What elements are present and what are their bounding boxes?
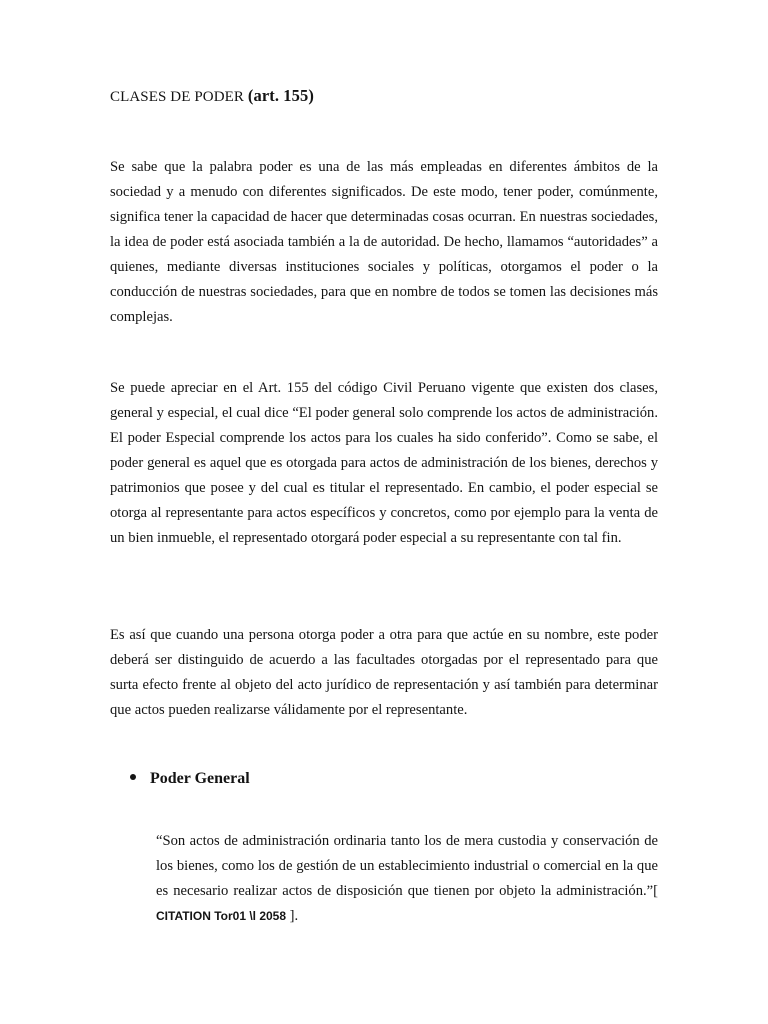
bullet-dot-icon	[130, 774, 136, 780]
quote-text: “Son actos de administración ordinaria tanto los de mera custodia y conservación de los bienes, como los de gestión de un establecimiento industrial o comercial en la que es necesario realizar actos de disposición que tienen por objeto la administración.”	[156, 833, 658, 899]
paragraph-power-definition: Se sabe que la palabra poder es una de las más empleadas en diferentes ámbitos de la sociedad y a menudo con diferentes significados. De este modo, tener poder, comúnmente, significa tener la capacidad de hacer que determinadas cosas ocurran. En nuestras sociedades, la idea de poder está asociada también a la de autoridad. De hecho, llamamos “autoridades” a quienes, mediante diversas instituciones sociales y políticas, otorgamos el poder o la conducción de nuestras sociedades, para que en nombre de todos se tomen las decisiones más complejas.	[110, 159, 658, 325]
title-article-reference: (art. 155)	[247, 86, 314, 105]
citation-open: [	[653, 883, 658, 899]
paragraph-representation: Es así que cuando una persona otorga poder a otra para que actúe en su nombre, este poder deberá ser distinguido de acuerdo a las facultades otorgadas por el representado para que surta efecto frente al objeto del acto jurídico de representación y así también para determinar que actos pueden realizarse válidamente por el representante.	[110, 627, 658, 718]
quote-block	[156, 829, 658, 929]
bullet-heading: Poder General	[150, 770, 250, 787]
title-text: CLASES DE PODER	[110, 89, 248, 105]
document-title	[110, 86, 314, 106]
citation-close: ].	[286, 908, 299, 924]
paragraph-article-155: Se puede apreciar en el Art. 155 del código Civil Peruano vigente que existen dos clases, general y especial, el cual dice “El poder general solo comprende los actos de administración. El poder Especial comprende los actos para los cuales ha sido conferido”. Como se sabe, el poder general es aquel que es otorgada para actos de administración de los bienes, derechos y patrimonios que posee y del cual es titular el representado. En cambio, el poder especial se otorga al representante para actos específicos y concretos, como por ejemplo para la venta de un bien inmueble, el representado otorgará poder especial a su representante con tal fin.	[110, 380, 658, 546]
bullet-item-poder-general	[130, 770, 250, 788]
citation-field-code: CITATION Tor01 \l 2058	[156, 909, 287, 923]
